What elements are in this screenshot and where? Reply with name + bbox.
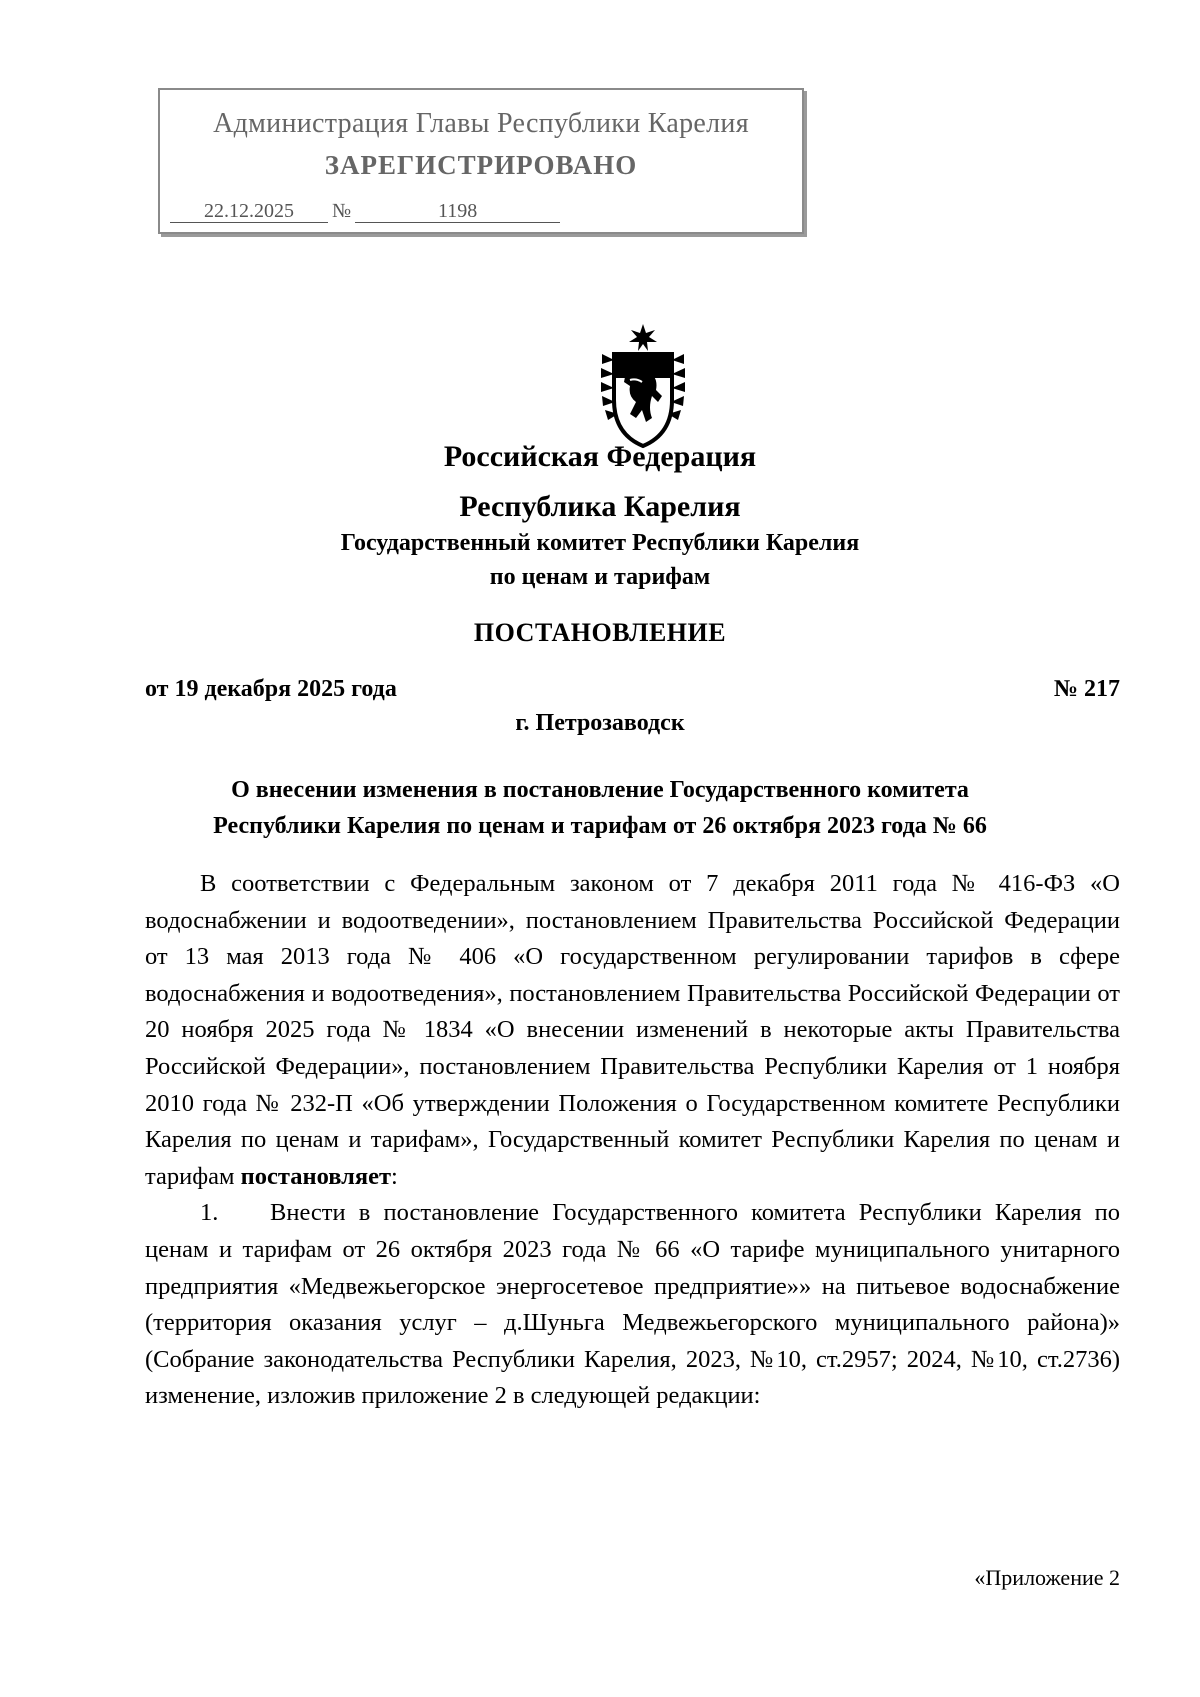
subject-line1: О внесении изменения в постановление Государственного комитета <box>231 777 969 803</box>
republic-name: Республика Карелия <box>459 490 741 523</box>
stamp-number: 1198 <box>355 200 560 223</box>
preamble-paragraph <box>145 866 1120 1195</box>
stamp-registration-row <box>170 200 560 223</box>
document-body <box>145 866 1120 1415</box>
document-city: г. Петрозаводск <box>515 710 685 736</box>
annex-label: «Приложение 2 <box>974 1565 1120 1590</box>
country-name: Российская Федерация <box>443 440 757 473</box>
stamp-authority: Администрация Главы Республики Карелия <box>213 108 749 139</box>
stamp-no-sign: № <box>332 200 352 222</box>
karelia-coat-of-arms-icon <box>596 322 690 450</box>
subject-line2: Республики Карелия по ценам и тарифам от 26 октября 2023 года № 66 <box>213 813 987 839</box>
document-number: № 217 <box>1053 676 1120 702</box>
registration-stamp <box>158 88 804 234</box>
preamble-end: : <box>391 1162 398 1190</box>
stamp-date: 22.12.2025 <box>170 200 328 223</box>
preamble-decree-word: постановляет <box>240 1162 392 1190</box>
preamble-text: В соответствии с Федеральным законом от 7 декабря 2011 года № 416-ФЗ «О водоснабжении и водоотведении», постановлением Правительства Российской Федерации от 13 мая 2013 года № 406 «О государственном регулировании тарифов в сфере водоснабжения и водоотведения», постановлением Правительства Российской Федерации от 20 ноября 2025 года № 1834 «О внесении изменений в некоторые акты Правительства Российской Федерации», постановлением Правительства Республики Карелия от 1 ноября 2010 года № 232-П «Об утверждении Положения о Государственном комитете Республики Карелия по ценам и тарифам», Государственный комитет Республики Карелия по ценам и тарифам <box>145 870 1120 1190</box>
document-date: от 19 декабря 2025 года <box>145 676 397 702</box>
committee-name-line1: Государственный комитет Республики Карелия <box>340 530 860 556</box>
committee-name-line2: по ценам и тарифам <box>489 564 711 590</box>
stamp-registered: ЗАРЕГИСТРИРОВАНО <box>324 150 638 180</box>
item-1-text: Внести в постановление Государственного комитета Республики Карелия по ценам и тарифам от 26 октября 2023 года № 66 «О тарифе муниципального унитарного предприятия «Медвежьегорское энергосетевое предприятие»» на питьевое водоснабжение (территория оказания услуг – д.Шуньга Медвежьегорского муниципального района)» (Собрание законодательства Республики Карелия, 2023, №10, ст.2957; 2024, №10, ст.2736) изменение, изложив приложение 2 в следующей редакции: <box>145 1199 1120 1410</box>
item-1-number: 1. <box>200 1199 219 1227</box>
document-type: ПОСТАНОВЛЕНИЕ <box>473 618 727 647</box>
item-1-paragraph <box>145 1195 1120 1415</box>
document-subject <box>0 772 1200 844</box>
